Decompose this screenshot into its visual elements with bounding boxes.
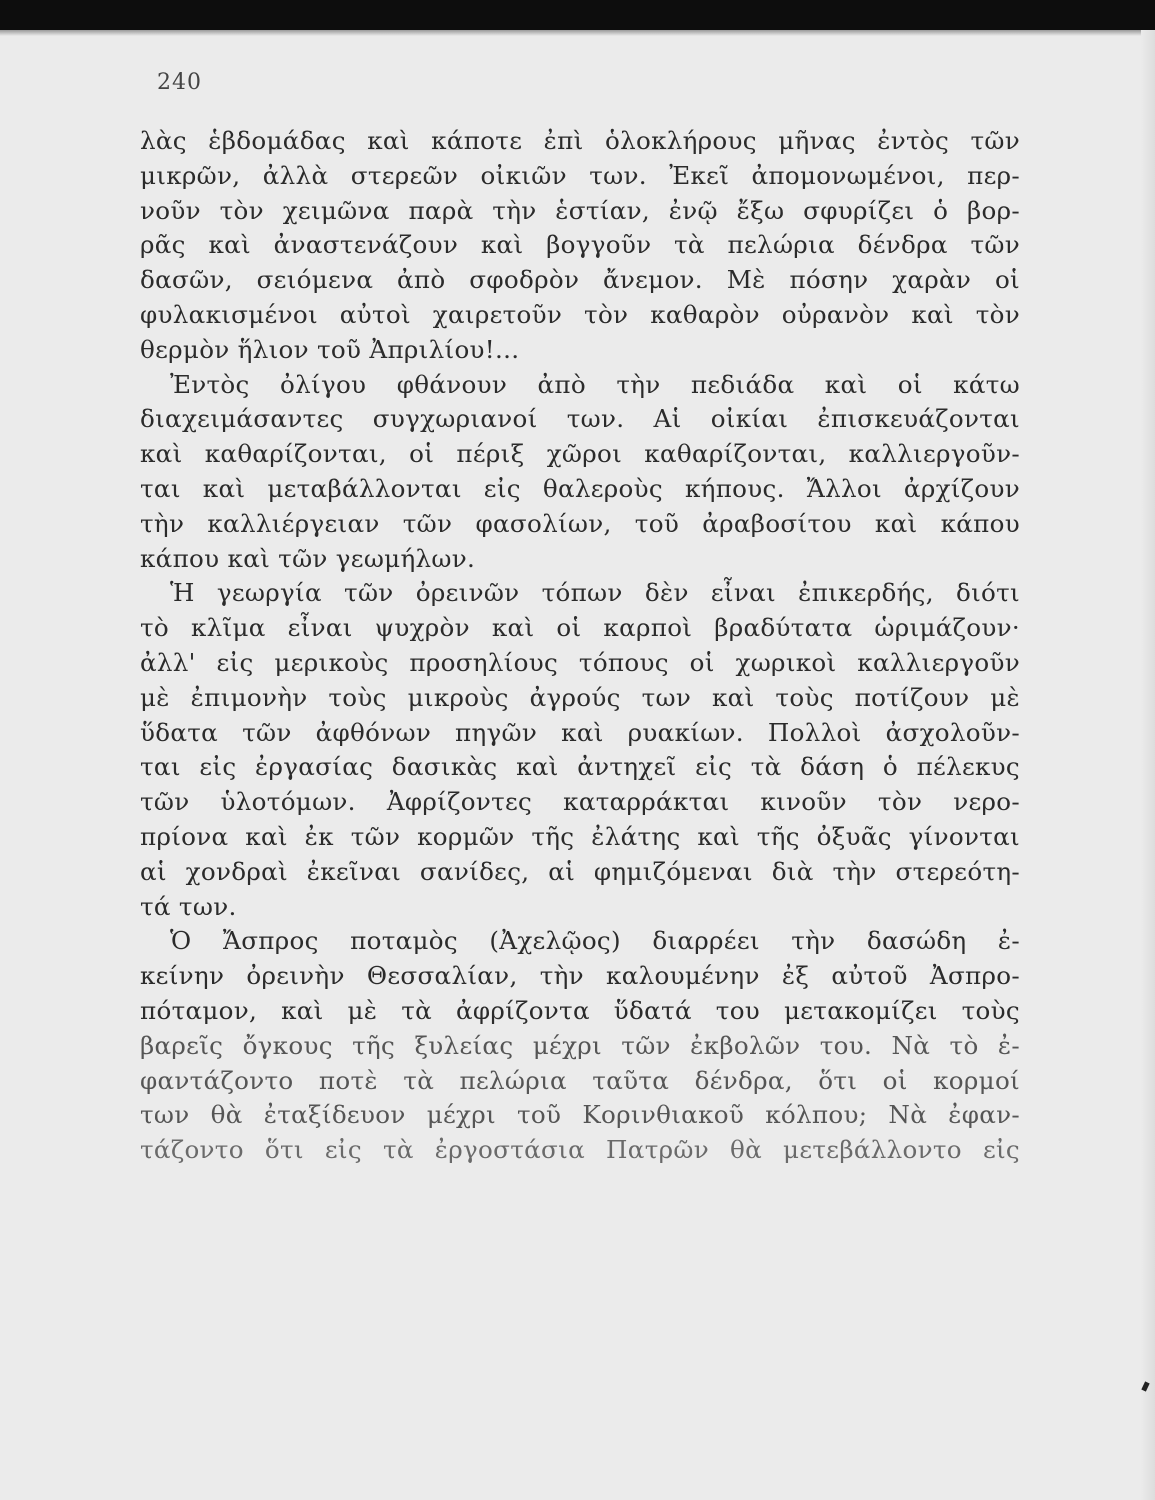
- text-line: πρίονα καὶ ἐκ τῶν κορμῶν τῆς ἐλάτης καὶ τῆς ὀξυᾶς γίνονται: [140, 821, 1020, 851]
- paragraph-end-line: τά των.: [140, 891, 237, 921]
- scan-right-shadow: [1141, 30, 1155, 1500]
- text-line: μικρῶν, ἀλλὰ στερεῶν οἰκιῶν των. Ἐκεῖ ἀπομονωμένοι, περ-: [140, 160, 1020, 190]
- text-line: διαχειμάσαντες συγχωριανοί των. Αἱ οἰκίαι ἐπισκευάζονται: [140, 404, 1020, 434]
- body-text: [140, 124, 1020, 1168]
- scan-top-shadow: [0, 30, 1155, 36]
- text-line: φυλακισμένοι αὐτοὶ χαιρετοῦν τὸν καθαρὸν οὐρανὸν καὶ τὸν: [140, 299, 1020, 329]
- text-line: βαρεῖς ὄγκους τῆς ξυλείας μέχρι τῶν ἐκβολῶν του. Νὰ τὸ ἐ-: [140, 1030, 1020, 1060]
- text-line: νοῦν τὸν χειμῶνα παρὰ τὴν ἑστίαν, ἐνῷ ἔξω σφυρίζει ὁ βορ-: [140, 195, 1020, 225]
- paragraph-end-line: κάπου καὶ τῶν γεωμήλων.: [140, 543, 476, 573]
- text-line: λὰς ἑβδομάδας καὶ κάποτε ἐπὶ ὁλοκλήρους μῆνας ἐντὸς τῶν: [140, 126, 1020, 155]
- text-line: ται καὶ μεταβάλλονται εἰς θαλεροὺς κήπους. Ἄλλοι ἀρχίζουν: [140, 473, 1020, 503]
- text-line: τῶν ὑλοτόμων. Ἀφρίζοντες καταρράκται κινοῦν τὸν νερο-: [140, 787, 1020, 817]
- text-line: ρᾶς καὶ ἀναστενάζουν καὶ βογγοῦν τὰ πελώρια δένδρα τῶν: [140, 230, 1020, 260]
- text-line: των θὰ ἐταξίδευον μέχρι τοῦ Κορινθιακοῦ κόλπου; Νὰ ἐφαν-: [140, 1100, 1020, 1130]
- text-line: ὕδατα τῶν ἀφθόνων πηγῶν καὶ ρυακίων. Πολλοὶ ἀσχολοῦν-: [140, 717, 1020, 747]
- scan-top-border: [0, 0, 1155, 30]
- text-line: φαντάζοντο ποτὲ τὰ πελώρια ταῦτα δένδρα, ὅτι οἱ κορμοί: [140, 1065, 1020, 1095]
- text-line: καὶ καθαρίζονται, οἱ πέριξ χῶροι καθαρίζονται, καλλιεργοῦν-: [140, 439, 1020, 469]
- paragraph-end-line: θερμὸν ἥλιον τοῦ Ἀπριλίου!...: [140, 334, 520, 364]
- text-line: δασῶν, σειόμενα ἀπὸ σφοδρὸν ἄνεμον. Μὲ πόσην χαρὰν οἱ: [140, 265, 1020, 295]
- text-line: τὸ κλῖμα εἶναι ψυχρὸν καὶ οἱ καρποὶ βραδύτατα ὡριμάζουν·: [140, 613, 1020, 643]
- paragraph-start-line: Ἡ γεωργία τῶν ὀρεινῶν τόπων δὲν εἶναι ἐπικερδής, διότι: [170, 578, 1020, 608]
- paragraph-start-line: Ὁ Ἄσπρος ποταμὸς (Ἀχελῷος) διαρρέει τὴν δασώδη ἐ-: [170, 926, 1020, 956]
- text-line: μὲ ἐπιμονὴν τοὺς μικροὺς ἀγρούς των καὶ τοὺς ποτίζουν μὲ: [140, 682, 1020, 712]
- text-line: τὴν καλλιέργειαν τῶν φασολίων, τοῦ ἀραβοσίτου καὶ κάπου: [140, 508, 1020, 538]
- paragraph-start-line: Ἐντὸς ὀλίγου φθάνουν ἀπὸ τὴν πεδιάδα καὶ οἱ κάτω: [170, 369, 1020, 399]
- text-line: πόταμον, καὶ μὲ τὰ ἀφρίζοντα ὕδατά του μετακομίζει τοὺς: [140, 995, 1020, 1025]
- text-line: τάζοντο ὅτι εἰς τὰ ἐργοστάσια Πατρῶν θὰ μετεβάλλοντο εἰς: [140, 1135, 1020, 1165]
- text-line: ἀλλ' εἰς μερικοὺς προσηλίους τόπους οἱ χωρικοὶ καλλιεργοῦν: [140, 647, 1020, 677]
- page-number: 240: [157, 70, 202, 95]
- text-line: ται εἰς ἐργασίας δασικὰς καὶ ἀντηχεῖ εἰς τὰ δάση ὁ πέλεκυς: [140, 752, 1020, 782]
- text-line: κείνην ὀρεινὴν Θεσσαλίαν, τὴν καλουμένην ἐξ αὐτοῦ Ἀσπρο-: [140, 961, 1020, 991]
- text-line: αἱ χονδραὶ ἐκεῖναι σανίδες, αἱ φημιζόμεναι διὰ τὴν στερεότη-: [140, 856, 1020, 886]
